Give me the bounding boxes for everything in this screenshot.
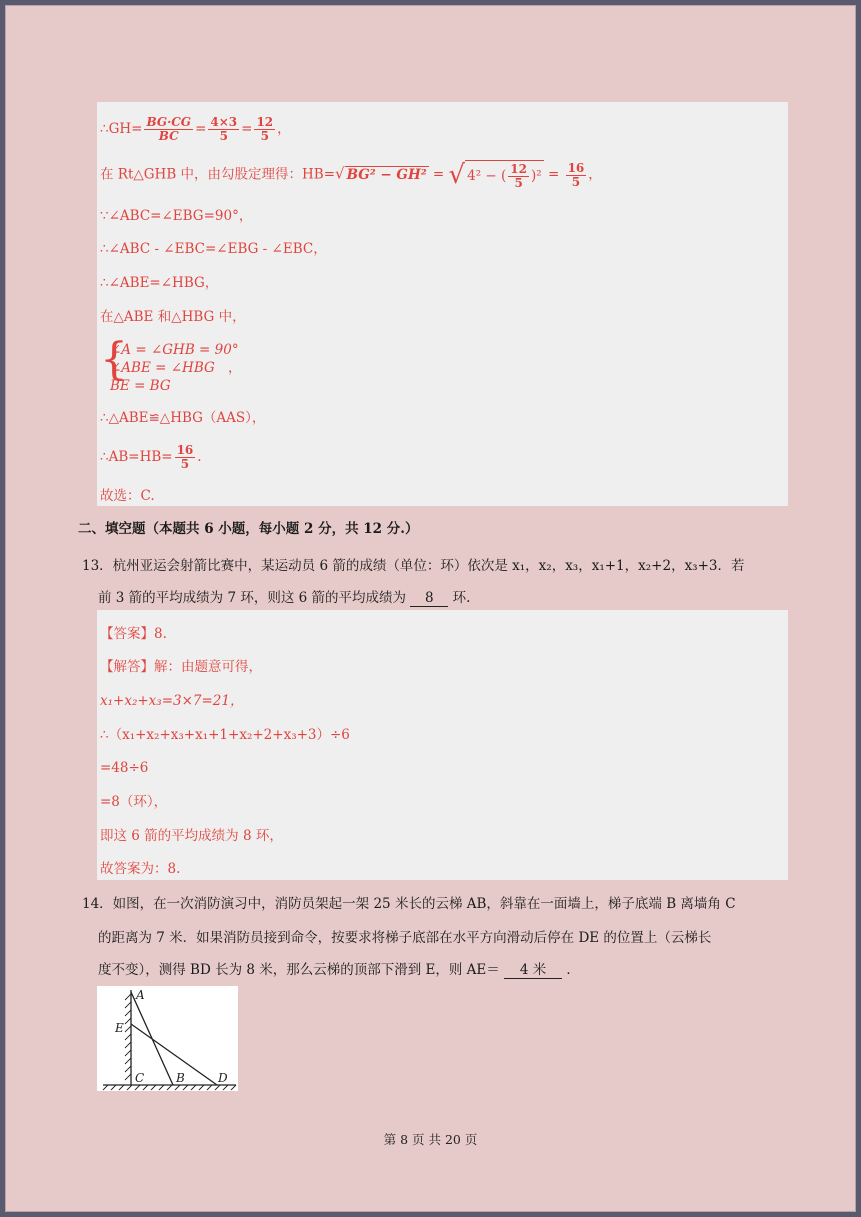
solution-line: ∵∠ABC=∠EBG=90°， <box>100 208 253 224</box>
text: 环. <box>452 590 471 606</box>
radicand: BG² − GH² <box>346 166 427 183</box>
fraction <box>144 116 193 143</box>
text: 度不变），测得 BD 长为 8 米，那么云梯的顶部下滑到 E，则 AE＝ <box>98 962 500 978</box>
text: ∴GH= <box>100 121 143 137</box>
denominator: 5 <box>514 176 523 190</box>
denominator: BC <box>158 129 179 143</box>
numerator: 12 <box>256 115 274 129</box>
text: ， <box>588 166 602 183</box>
solution-line: 即这 6 箭的平均成绩为 8 环， <box>100 828 283 844</box>
ladder-diagram <box>97 986 238 1091</box>
question-14-line: 14．如图，在一次消防演习中，消防员架起一架 25 米长的云梯 AB，斜靠在一面墙上，梯子底端 B 离墙角 C <box>82 896 736 912</box>
question-14-line <box>98 958 580 979</box>
ladder-figure <box>97 986 238 1091</box>
solution-line <box>100 116 291 143</box>
solution-line: 【解答】解：由题意可得， <box>100 659 262 675</box>
text: = <box>543 166 564 183</box>
numerator: 16 <box>176 443 194 457</box>
solution-line: ∴∠ABC - ∠EBC=∠EBG - ∠EBC， <box>100 241 327 257</box>
solution-line: =48÷6 <box>100 760 149 776</box>
text: = <box>241 121 253 137</box>
fraction <box>566 162 587 189</box>
solution-line: 【答案】8. <box>100 626 167 642</box>
question-13-line: 13．杭州亚运会射箭比赛中，某运动员 6 箭的成绩（单位：环）依次是 x₁，x₂，x₃，x₁+1，x₂+2，x₃+3．若 <box>82 558 745 574</box>
text: ， <box>228 360 242 376</box>
question-13-line <box>98 586 470 607</box>
solution-line: ∴△ABE≌△HBG（AAS）， <box>100 410 266 426</box>
system-row: BE = BG <box>110 378 171 394</box>
label-a: A <box>136 988 145 1002</box>
equation-system <box>100 334 300 394</box>
wall-hatching <box>125 994 131 1080</box>
label-c: C <box>135 1071 145 1085</box>
radicand <box>465 160 544 190</box>
sqrt-symbol: √ <box>448 160 466 190</box>
numerator: 12 <box>510 162 527 176</box>
sqrt-symbol: √ <box>335 164 345 183</box>
text: )² <box>530 168 542 184</box>
text: = <box>195 121 207 137</box>
answer-blank: 8 <box>410 590 448 607</box>
solution-box-q13 <box>97 610 788 880</box>
solution-line: ∴∠ABE=∠HBG， <box>100 275 219 291</box>
solution-line: 故答案为：8. <box>100 861 181 877</box>
denominator: 5 <box>260 129 269 143</box>
solution-box-q12 <box>97 102 788 506</box>
text: ∴AB=HB= <box>100 449 173 465</box>
section-heading: 二、填空题（本题共 6 小题，每小题 2 分，共 12 分.） <box>78 521 419 537</box>
fraction <box>508 163 529 190</box>
solution-line: 故选：C. <box>100 488 155 504</box>
text: ． <box>566 962 580 978</box>
fraction <box>208 116 239 143</box>
label-d: D <box>218 1071 228 1085</box>
solution-line: 在△ABE 和△HBG 中， <box>100 309 246 325</box>
numerator: 4×3 <box>210 115 238 129</box>
system-row: ∠A = ∠GHB = 90° <box>110 342 239 358</box>
denominator: 5 <box>219 129 228 143</box>
text: . <box>197 449 202 465</box>
document-page <box>6 6 855 1211</box>
numerator: 16 <box>567 160 585 175</box>
text: 4² − ( <box>467 168 507 184</box>
label-e: E <box>115 1021 124 1035</box>
page-footer: 第 8 页 共 20 页 <box>383 1132 478 1147</box>
text: ， <box>277 121 291 137</box>
brace-symbol: { <box>100 334 128 385</box>
label-b: B <box>176 1071 185 1085</box>
solution-line <box>100 160 602 190</box>
denominator: 5 <box>571 174 581 189</box>
answer-blank: 4 米 <box>504 958 562 979</box>
text: = <box>428 166 449 183</box>
solution-line: =8（环）， <box>100 794 168 810</box>
solution-line: x₁+x₂+x₃=3×7=21， <box>100 693 244 709</box>
system-row: ∠ABE = ∠HBG <box>110 360 215 376</box>
solution-line: ∴（x₁+x₂+x₃+x₁+1+x₂+2+x₃+3）÷6 <box>100 727 350 743</box>
solution-line <box>100 444 202 471</box>
text: 在 Rt△GHB 中，由勾股定理得：HB= <box>100 166 336 183</box>
question-14-line: 的距离为 7 米．如果消防员接到命令，按要求将梯子底部在水平方向滑动后停在 DE 的位置上（云梯长 <box>98 930 712 946</box>
numerator: BG·CG <box>146 115 192 129</box>
text: 前 3 箭的平均成绩为 7 环，则这 6 箭的平均成绩为 <box>98 590 407 606</box>
fraction <box>175 444 196 471</box>
ground-hatching <box>103 1085 236 1090</box>
denominator: 5 <box>180 457 190 471</box>
fraction <box>254 116 275 143</box>
